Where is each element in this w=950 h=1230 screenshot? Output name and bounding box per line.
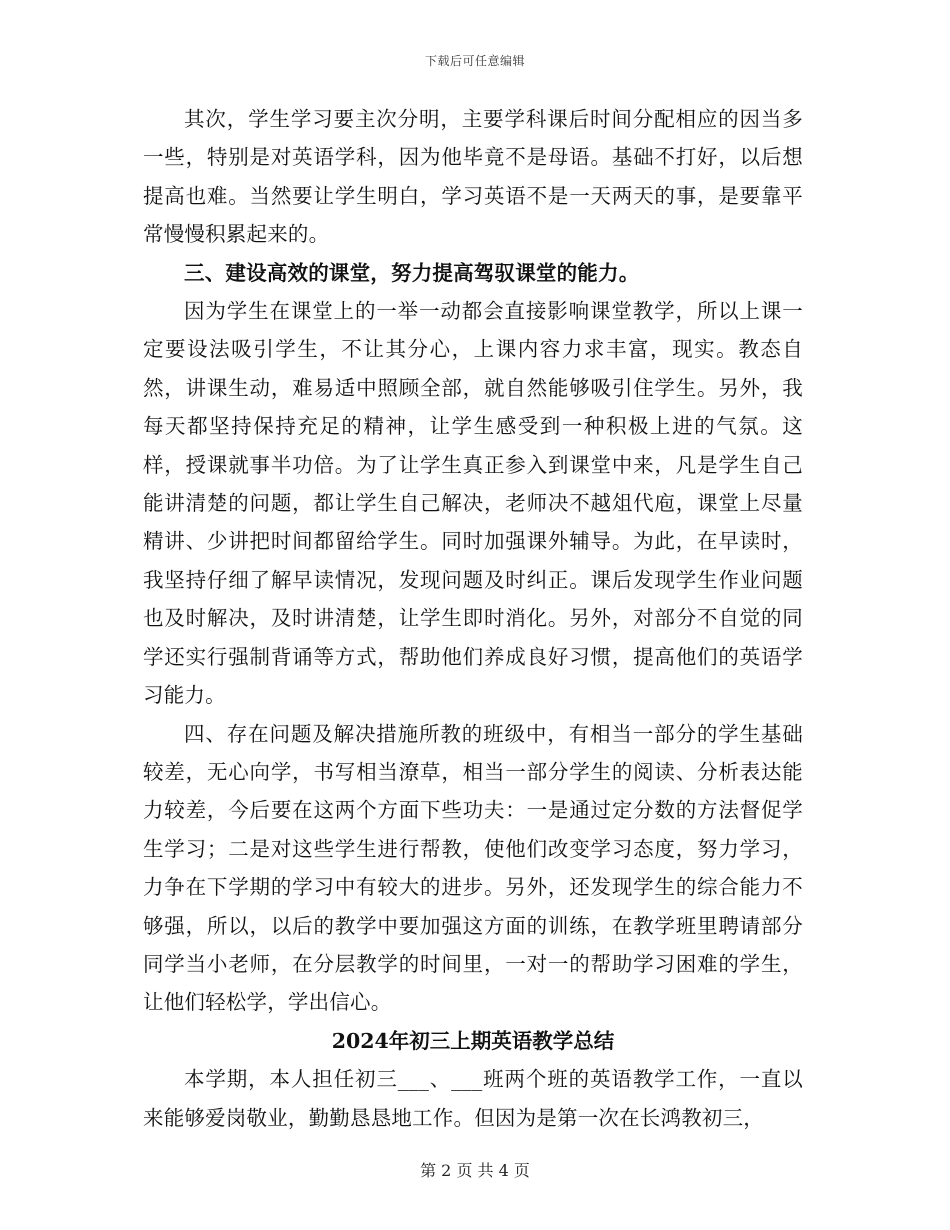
paragraph-classroom-teaching: 因为学生在课堂上的一举一动都会直接影响课堂教学，所以上课一定要设法吸引学生，不让其分心，上课内容力求丰富，现实。教态自然，讲课生动，难易适中照顾全部，就自然能够吸引住学生。另外，我每天都坚持保持充足的精神，让学生感受到一种积极上进的气氛。这样，授课就事半功倍。为了让学生真正参入到课堂中来，凡是学生自己能讲清楚的问题，都让学生自己解决，老师决不越俎代庖，课堂上尽量精讲、少讲把时间都留给学生。同时加强课外辅导。为此，在早读时，我坚持仔细了解早读情况，发现问题及时纠正。课后发现学生作业问题也及时解决，及时讲清楚，让学生即时消化。另外，对部分不自觉的同学还实行强制背诵等方式，帮助他们养成良好习惯，提高他们的英语学习能力。 [143,299,803,708]
paragraph-problems-and-measures: 四、存在问题及解决措施所教的班级中，有相当一部分的学生基础较差，无心向学，书写相当潦草，相当一部分学生的阅读、分析表达能力较差，今后要在这两个方面下些功夫：一是通过定分数的方法督促学生学习；二是对这些学生进行帮教，使他们改变学习态度，努力学习，力争在下学期的学习中有较大的进步。另外，还发现学生的综合能力不够强，所以，以后的教学中要加强这方面的训练，在教学班里聘请部分同学当小老师，在分层教学的时间里，一对一的帮助学习困难的学生，让他们轻松学，学出信心。 [143,721,803,1015]
page-number-footer: 第 2 页 共 4 页 [420,1161,530,1180]
document-body [143,100,803,1137]
paragraph-study-priorities: 其次，学生学习要主次分明，主要学科课后时间分配相应的因当多一些，特别是对英语学科，因为他毕竟不是母语。基础不打好，以后想提高也难。当然要让学生明白，学习英语不是一天两天的事，是要靠平常慢慢积累起来的。 [143,107,803,247]
section-heading-efficient-classroom: 三、建设高效的课堂，努力提高驾驭课堂的能力。 [184,260,640,285]
document-title: 2024年初三上期英语教学总结 [331,1028,615,1053]
paragraph-semester-intro: 本学期，本人担任初三___、___班两个班的英语教学工作，一直以来能够爱岗敬业，勤勤恳恳地工作。但因为是第一次在长鸿教初三， [143,1067,803,1130]
page-header: 下载后可任意编辑 [424,54,525,68]
